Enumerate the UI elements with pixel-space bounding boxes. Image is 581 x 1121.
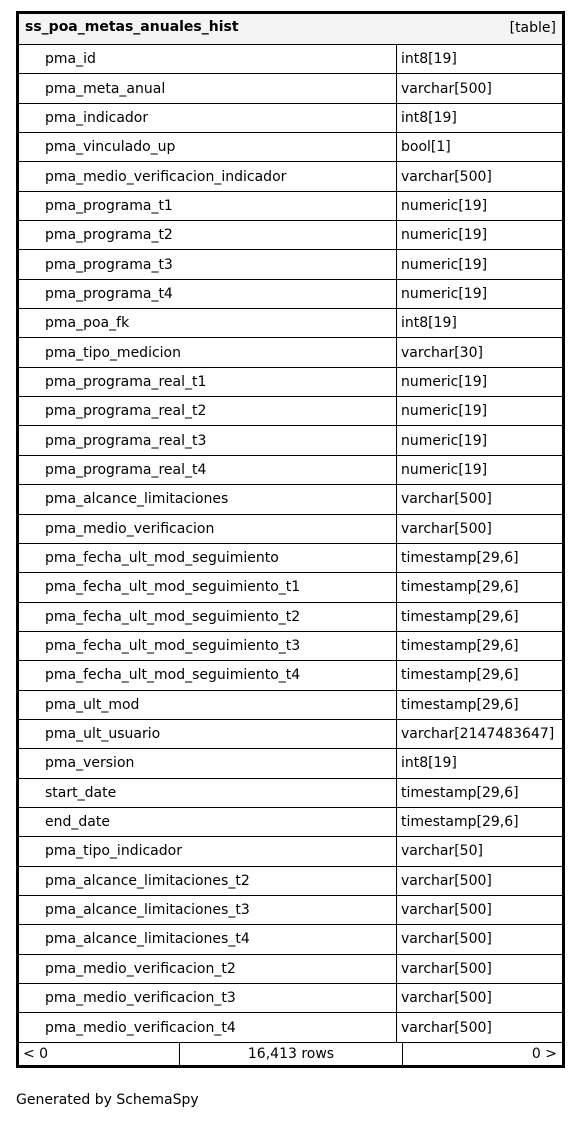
column-name: pma_alcance_limitaciones_t2: [19, 867, 397, 895]
column-name: pma_alcance_limitaciones_t3: [19, 896, 397, 924]
column-row[interactable]: [19, 338, 562, 367]
column-row[interactable]: [19, 984, 562, 1013]
column-row[interactable]: [19, 1013, 562, 1042]
column-name: pma_alcance_limitaciones_t4: [19, 925, 397, 953]
column-row[interactable]: [19, 573, 562, 602]
column-type: int8[19]: [401, 51, 457, 68]
column-name: pma_programa_t3: [19, 250, 397, 278]
column-type: numeric[19]: [401, 256, 488, 273]
column-row[interactable]: [19, 397, 562, 426]
column-name: pma_version: [19, 749, 397, 777]
column-type: numeric[19]: [401, 373, 488, 390]
column-type: timestamp[29,6]: [401, 814, 519, 831]
children-count[interactable]: 0 >: [531, 1045, 557, 1062]
column-row[interactable]: [19, 280, 562, 309]
column-row[interactable]: [19, 250, 562, 279]
column-name: pma_ult_usuario: [19, 720, 397, 748]
column-type: int8[19]: [401, 109, 457, 126]
column-type: varchar[500]: [401, 931, 492, 948]
column-row[interactable]: [19, 749, 562, 778]
column-row[interactable]: [19, 896, 562, 925]
column-row[interactable]: [19, 221, 562, 250]
table-node[interactable]: [16, 11, 565, 1068]
column-type: bool[1]: [401, 139, 451, 156]
column-row[interactable]: [19, 515, 562, 544]
column-name: pma_medio_verificacion_t4: [19, 1013, 397, 1041]
column-name: pma_medio_verificacion_t2: [19, 955, 397, 983]
column-name: pma_medio_verificacion_t3: [19, 984, 397, 1012]
column-type: varchar[500]: [401, 1019, 492, 1036]
column-type: varchar[500]: [401, 990, 492, 1007]
column-list: [19, 45, 562, 1043]
column-name: pma_programa_real_t2: [19, 397, 397, 425]
column-row[interactable]: [19, 368, 562, 397]
column-type: timestamp[29,6]: [401, 550, 519, 567]
column-type: varchar[500]: [401, 902, 492, 919]
column-row[interactable]: [19, 720, 562, 749]
column-type: timestamp[29,6]: [401, 667, 519, 684]
column-row[interactable]: [19, 837, 562, 866]
generated-by-label: Generated by SchemaSpy: [16, 1092, 199, 1108]
row-count: 16,413 rows: [180, 1043, 403, 1065]
column-type: varchar[500]: [401, 872, 492, 889]
column-row[interactable]: [19, 162, 562, 191]
column-type: int8[19]: [401, 315, 457, 332]
column-type: timestamp[29,6]: [401, 696, 519, 713]
column-name: pma_programa_t1: [19, 192, 397, 220]
column-name: end_date: [19, 808, 397, 836]
table-kind-label: [table]: [509, 20, 556, 36]
column-type: int8[19]: [401, 755, 457, 772]
column-type: timestamp[29,6]: [401, 784, 519, 801]
table-name[interactable]: ss_poa_metas_anuales_hist: [25, 19, 239, 35]
column-type: numeric[19]: [401, 461, 488, 478]
column-row[interactable]: [19, 779, 562, 808]
column-row[interactable]: [19, 544, 562, 573]
column-name: pma_programa_t2: [19, 221, 397, 249]
column-row[interactable]: [19, 955, 562, 984]
column-name: start_date: [19, 779, 397, 807]
column-row[interactable]: [19, 691, 562, 720]
column-name: pma_programa_real_t3: [19, 426, 397, 454]
column-name: pma_programa_t4: [19, 280, 397, 308]
column-row[interactable]: [19, 661, 562, 690]
column-row[interactable]: [19, 867, 562, 896]
column-type: numeric[19]: [401, 197, 488, 214]
column-name: pma_tipo_indicador: [19, 837, 397, 865]
column-type: numeric[19]: [401, 285, 488, 302]
column-row[interactable]: [19, 133, 562, 162]
column-type: timestamp[29,6]: [401, 608, 519, 625]
column-name: pma_indicador: [19, 104, 397, 132]
column-row[interactable]: [19, 426, 562, 455]
column-type: varchar[500]: [401, 168, 492, 185]
column-type: numeric[19]: [401, 432, 488, 449]
column-type: varchar[500]: [401, 960, 492, 977]
column-type: varchar[30]: [401, 344, 483, 361]
column-name: pma_id: [19, 45, 397, 73]
column-type: varchar[50]: [401, 843, 483, 860]
column-name: pma_poa_fk: [19, 309, 397, 337]
column-row[interactable]: [19, 45, 562, 74]
column-row[interactable]: [19, 485, 562, 514]
column-type: varchar[2147483647]: [401, 726, 555, 743]
column-row[interactable]: [19, 74, 562, 103]
table-footer: [19, 1043, 562, 1065]
column-name: pma_medio_verificacion_indicador: [19, 162, 397, 190]
column-name: pma_fecha_ult_mod_seguimiento: [19, 544, 397, 572]
column-type: varchar[500]: [401, 520, 492, 537]
column-row[interactable]: [19, 603, 562, 632]
table-header: [19, 14, 562, 45]
column-name: pma_fecha_ult_mod_seguimiento_t3: [19, 632, 397, 660]
column-name: pma_tipo_medicion: [19, 338, 397, 366]
column-name: pma_ult_mod: [19, 691, 397, 719]
column-name: pma_medio_verificacion: [19, 515, 397, 543]
column-name: pma_fecha_ult_mod_seguimiento_t1: [19, 573, 397, 601]
column-row[interactable]: [19, 808, 562, 837]
column-name: pma_meta_anual: [19, 74, 397, 102]
parents-count[interactable]: < 0: [19, 1043, 180, 1065]
column-type: timestamp[29,6]: [401, 638, 519, 655]
column-name: pma_alcance_limitaciones: [19, 485, 397, 513]
column-row[interactable]: [19, 456, 562, 485]
column-name: pma_vinculado_up: [19, 133, 397, 161]
column-type: timestamp[29,6]: [401, 579, 519, 596]
column-name: pma_fecha_ult_mod_seguimiento_t4: [19, 661, 397, 689]
column-type: numeric[19]: [401, 227, 488, 244]
column-row[interactable]: [19, 104, 562, 133]
column-row[interactable]: [19, 309, 562, 338]
column-type: numeric[19]: [401, 403, 488, 420]
column-name: pma_programa_real_t1: [19, 368, 397, 396]
column-row[interactable]: [19, 192, 562, 221]
column-row[interactable]: [19, 632, 562, 661]
column-name: pma_programa_real_t4: [19, 456, 397, 484]
column-type: varchar[500]: [401, 491, 492, 508]
column-name: pma_fecha_ult_mod_seguimiento_t2: [19, 603, 397, 631]
column-row[interactable]: [19, 925, 562, 954]
column-type: varchar[500]: [401, 80, 492, 97]
